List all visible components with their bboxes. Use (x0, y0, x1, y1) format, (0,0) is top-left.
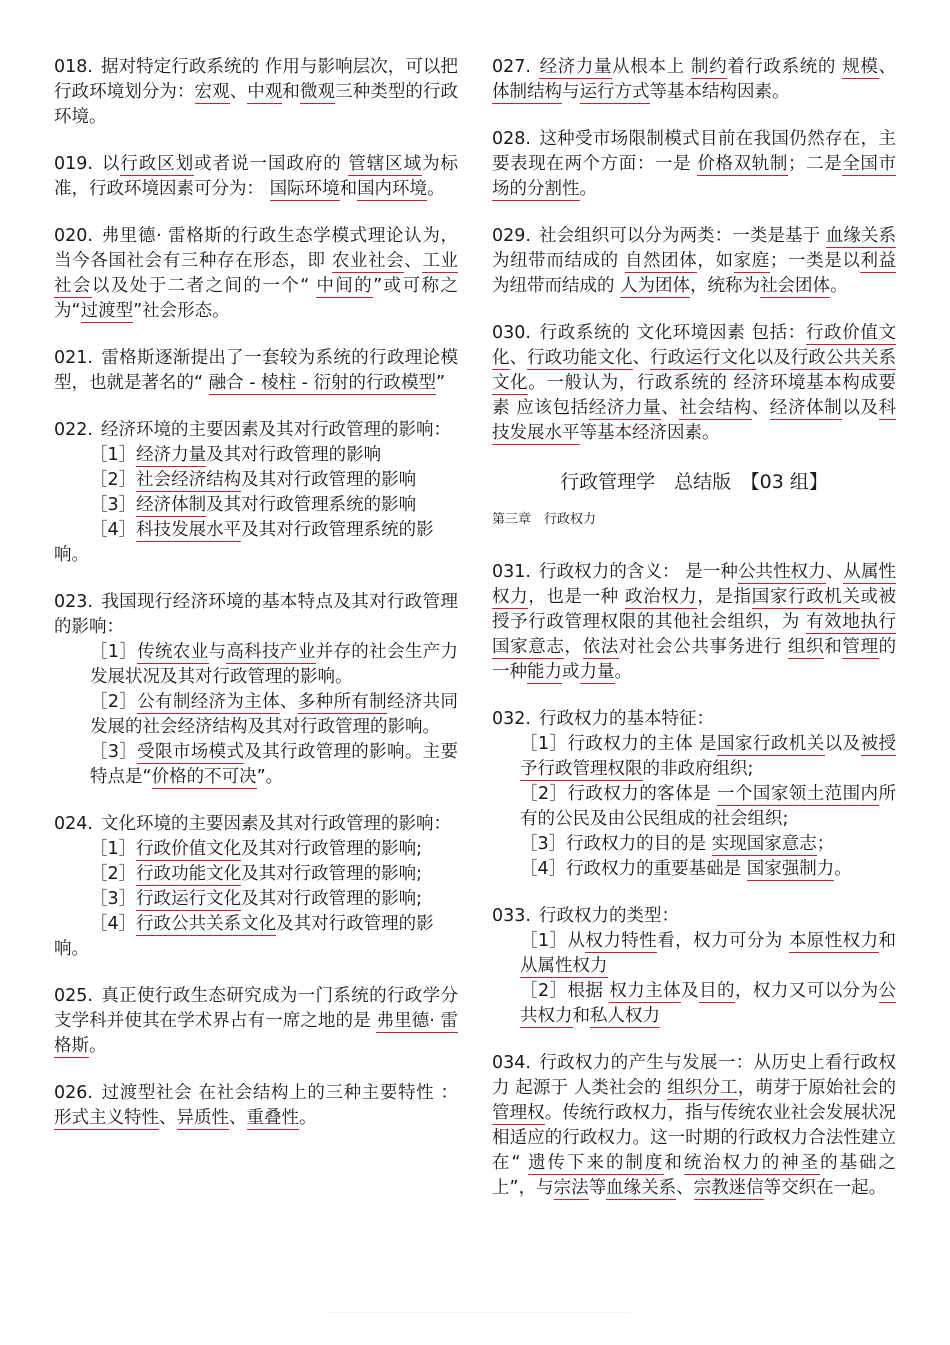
keyword-answer: 行政价值文化 (492, 323, 897, 368)
keyword-answer: 国家强制力 (746, 859, 835, 879)
question-text: 、 (229, 1108, 247, 1128)
entry-e029 (492, 224, 896, 299)
keyword-answer: 异质性 (176, 1108, 229, 1128)
question-text: ；一类是以 (769, 251, 861, 271)
keyword-answer: 形式主义特性 (54, 1108, 159, 1128)
question-text: ，权力又可以分为 (734, 981, 879, 1001)
keyword-answer: 遗传下来的制度 (528, 1153, 665, 1173)
entry-number: 024. (54, 814, 93, 834)
right-column (492, 55, 896, 1223)
keyword-answer: 行政区划 (120, 154, 195, 174)
question-text: 和 (572, 1006, 590, 1026)
entry-number: 034. (492, 1053, 531, 1073)
question-text: 的一种 (492, 637, 897, 682)
keyword-answer: 力量 (579, 662, 615, 682)
question-text: 从 (567, 931, 586, 951)
keyword-answer: 经济力量 (538, 57, 613, 77)
keyword-answer: 宗教迷信 (693, 1178, 764, 1198)
question-text: 着行政系统的 (727, 57, 843, 77)
question-text: 真正使行政生态研究成为一门系统的行政学分支学科并使其在学术界占有一席之地的是 (54, 986, 458, 1031)
sub-item-label: ［2］ (90, 692, 138, 712)
entry-e030 (492, 321, 896, 446)
sub-item (90, 862, 458, 887)
question-text: 行政权力的产生与发展一：从历史上看行政权力 起源于 人类社会的 (492, 1053, 896, 1098)
keyword-answer: 宗法 (553, 1178, 589, 1198)
question-text: ，萌芽于原始社会的 (737, 1078, 896, 1098)
keyword-answer: 经济体制 (769, 398, 843, 418)
question-text: 。 (579, 179, 597, 199)
question-text: 、 (279, 692, 298, 712)
entry-e019 (54, 152, 458, 202)
question-text: 或者说一国政府的 (194, 154, 349, 174)
keyword-answer: 自然团体 (624, 251, 698, 271)
keyword-answer: 能力 (527, 662, 562, 682)
entry-e022 (54, 418, 458, 568)
entry-number: 031. (492, 562, 531, 582)
entry-e028 (492, 127, 896, 202)
question-text: 行政权力的基本特征： (538, 709, 714, 729)
question-text: 行政权力的客体是 (567, 784, 718, 804)
question-text: 的非政府组织; (642, 759, 754, 779)
keyword-answer: 行政功能文化 (136, 864, 242, 884)
keyword-answer: 全国市场的分割性 (492, 154, 897, 199)
keyword-answer: 组织分工 (667, 1078, 738, 1098)
keyword-answer: 高科技产业 (226, 642, 316, 662)
question-text: 为纽带而结成的 (492, 251, 625, 271)
entry-e023 (54, 590, 458, 790)
entry-e020 (54, 224, 458, 324)
question-text: 以 (100, 154, 121, 174)
keyword-answer: 血缘关系 (825, 226, 897, 246)
keyword-answer: 融合 - 棱柱 - 衍射的行政模型 (208, 373, 437, 393)
keyword-answer: 政治权力 (624, 587, 698, 607)
entry-number: 026. (54, 1083, 93, 1103)
question-text: 以及 (824, 734, 861, 754)
question-text: 的基础之上”，与 (492, 1153, 897, 1198)
sub-item (520, 782, 896, 832)
keyword-answer: 价格双轨制 (697, 154, 788, 174)
question-text: 。一般认为，行政系统的 经济环境基本构成要素 应该包括 (492, 373, 897, 418)
entry-number: 027. (492, 57, 531, 77)
question-text: 以及 (755, 348, 791, 368)
keyword-answer: 体制结构 (492, 82, 562, 102)
keyword-answer: 组织 (787, 637, 825, 657)
sub-item-label: ［2］ (90, 470, 137, 490)
question-text: 所有的公民及由公民组成的社会组织; (520, 784, 896, 829)
keyword-answer: 行政运行文化 (136, 889, 242, 909)
sub-item-label: ［4］ (520, 859, 567, 879)
question-text: 据对特定行政系统的 作用与影响层次，可以把行政环境划分为： (54, 57, 458, 102)
sub-item-label: ［2］ (520, 981, 568, 1001)
keyword-answer: 从属性权力 (520, 956, 608, 976)
sub-item (90, 740, 458, 790)
question-text: 以及处于二者之间的一个“ (91, 276, 317, 296)
question-text: ”或可称之为“ (54, 276, 458, 321)
keyword-answer: 农业社会 (331, 251, 405, 271)
question-text: 。 (299, 1108, 317, 1128)
keyword-answer: 科技发展水平 (492, 398, 897, 443)
question-text: 、 (661, 398, 680, 418)
sub-item-label: ［2］ (520, 784, 568, 804)
question-text: 以及 (842, 398, 879, 418)
question-text: 行政权力的重要基础是 (566, 859, 747, 879)
keyword-answer: 过渡型 (80, 301, 134, 321)
question-text: 、 (751, 398, 770, 418)
entry-e027 (492, 55, 896, 105)
question-text: 行政系统的 文化环境因素 包括： (538, 323, 806, 343)
sub-item-label: ［1］ (520, 931, 568, 951)
sub-item (520, 832, 896, 857)
question-text: 及其对行政管理的影 (276, 914, 434, 934)
sub-item-label: ［2］ (90, 864, 137, 884)
question-text: 及 (681, 981, 700, 1001)
entry-number: 021. (54, 348, 93, 368)
keyword-answer: 经济力量 (588, 398, 662, 418)
question-text: 这种受市场限制模式目前在我国仍然存在，主要表现在两个方面：一是 (492, 129, 896, 174)
keyword-answer: 弗里德· 雷格斯 (54, 1011, 458, 1056)
keyword-answer: 目的 (699, 981, 735, 1001)
sub-item-label: ［1］ (90, 445, 137, 465)
question-text: 。传统行政权力，指与传统农业社会发展状况相适应的行政权力。这一时期的行政权力合法性建立在“ (492, 1103, 897, 1173)
entry-number: 030. (492, 323, 531, 343)
question-text: 或被授予行政管理权限的其他社会组织，为 (492, 587, 897, 632)
question-text: ， (564, 637, 583, 657)
question-text: 、 (825, 562, 844, 582)
sub-item (520, 857, 896, 882)
question-text: 对社会公共事务进行 (618, 637, 788, 657)
entry-number: 029. (492, 226, 531, 246)
sub-item-continuation: 响。 (54, 939, 89, 959)
keyword-answer: 国家行政机关 (717, 734, 825, 754)
keyword-answer: 从属性权力 (492, 562, 897, 607)
keyword-answer: 受限市场模式 (137, 742, 245, 762)
entry-e021 (54, 346, 458, 396)
question-text: 经济共同发展的社会经济结构及其对行政管理的影响。 (90, 692, 459, 737)
keyword-answer: 经济体制 (136, 495, 207, 515)
entry-e026 (54, 1081, 458, 1131)
question-text: 看，权力可分为 (657, 931, 789, 951)
keyword-answer: 工业社会 (54, 251, 459, 296)
question-text: 或 (562, 662, 580, 682)
keyword-answer: 科技发展水平 (136, 520, 242, 540)
keyword-answer: 权力特性 (585, 931, 658, 951)
keyword-answer: 有效地执行国家意志 (492, 612, 897, 657)
left-column (54, 55, 458, 1153)
question-text: 行政权力的主体 是 (567, 734, 718, 754)
keyword-answer: 多种所有制 (297, 692, 387, 712)
keyword-answer: 规模 (842, 57, 879, 77)
question-text: ”。 (256, 767, 284, 787)
keyword-answer: 管理权 (492, 1103, 545, 1123)
keyword-answer: 家庭 (733, 251, 770, 271)
question-text: ” (436, 373, 446, 393)
question-text: 及其对行政管理的影响; (241, 889, 423, 909)
question-text: 、 (878, 57, 897, 77)
keyword-answer: 权力主体 (609, 981, 682, 1001)
question-text: 、 (632, 348, 651, 368)
question-text: 为纽带而结成的 (492, 276, 621, 296)
question-text: 等 (588, 1178, 607, 1198)
entry-number: 033. (492, 906, 531, 926)
question-text: 行政权力的目的是 (566, 834, 712, 854)
question-text: 、 (159, 1108, 177, 1128)
keyword-answer: 行政价值文化 (136, 839, 242, 859)
chapter-heading: 第三章 行政权力 (492, 512, 597, 527)
question-text: 雷格斯逐渐提出了一套较为系统的行政理论模型，也就是著名的“ (54, 348, 458, 393)
sub-item-label: ［3］ (90, 495, 137, 515)
entry-number: 023. (54, 592, 93, 612)
entry-number: 032. (492, 709, 531, 729)
question-text: 及其对行政管理系统的影 (241, 520, 434, 540)
question-text: ； (816, 834, 835, 854)
question-text: 。 (89, 1036, 107, 1056)
keyword-answer: 管辖区域 (348, 154, 423, 174)
question-text: 及其对行政管理的影响; (241, 839, 423, 859)
question-text: 和 (878, 931, 897, 951)
keyword-answer: 人为团体 (620, 276, 691, 296)
question-text: 、 (509, 348, 528, 368)
question-text: 等交织在一起。 (763, 1178, 887, 1198)
keyword-answer: 国际环境 (269, 179, 340, 199)
entry-number: 022. (54, 420, 93, 440)
sub-item-label: ［3］ (520, 834, 567, 854)
entry-e024 (54, 812, 458, 962)
sub-item (90, 443, 458, 468)
footer-divider (330, 1312, 630, 1315)
question-text: 根据 (567, 981, 610, 1001)
question-text: 和 (282, 82, 300, 102)
keyword-answer: 依法 (582, 637, 619, 657)
question-text: 文化环境的主要因素及其对行政管理的影响： (100, 814, 451, 834)
keyword-answer: 行政公共关系文化 (492, 348, 897, 393)
keyword-answer: 经济力量 (136, 445, 207, 465)
keyword-answer: 被授予行政管理权限 (520, 734, 897, 779)
sub-item (90, 690, 458, 740)
sub-item (90, 468, 458, 493)
keyword-answer: 本原性权力 (788, 931, 879, 951)
keyword-answer: 实现国家意志 (711, 834, 817, 854)
question-text: 。 (614, 662, 632, 682)
keyword-answer: 利益 (860, 251, 897, 271)
question-text: 过渡型社会 在社会结构上的三种主要特性 ： (100, 1083, 458, 1103)
question-text: 三种类型的行政环境。 (54, 82, 459, 127)
entry-number: 025. (54, 986, 93, 1006)
sub-item-label: ［1］ (90, 642, 138, 662)
entry-e034 (492, 1051, 896, 1201)
question-text: 行政权力的类型： (538, 906, 679, 926)
sub-item-label: ［1］ (90, 839, 137, 859)
keyword-answer: 国家行政机关 (751, 587, 861, 607)
keyword-answer: 微观 (299, 82, 336, 102)
question-text: 、 (404, 251, 423, 271)
question-text: 从根本上 (612, 57, 691, 77)
entry-e032 (492, 707, 896, 882)
keyword-answer: 行政运行文化 (650, 348, 756, 368)
question-text: 、 (229, 82, 248, 102)
entry-e033 (492, 904, 896, 1029)
keyword-answer: 运行方式 (579, 82, 650, 102)
entry-e025 (54, 984, 458, 1059)
question-text: 。 (830, 276, 848, 296)
entry-number: 019. (54, 154, 93, 174)
sub-item-label: ［4］ (90, 520, 137, 540)
question-text: ，如 (697, 251, 734, 271)
keyword-answer: 公共权力 (520, 981, 897, 1026)
question-text: 和 (339, 179, 358, 199)
question-text: ；二是 (787, 154, 843, 174)
question-text: 及其行政管理的影响。主要特点是“ (90, 742, 459, 787)
keyword-answer: 一个国家领土范围内 (717, 784, 879, 804)
sub-item (90, 493, 458, 518)
keyword-answer: 重叠性 (246, 1108, 299, 1128)
question-text: 、 (676, 1178, 694, 1198)
question-text: 及其对行政管理系统的影响 (206, 495, 417, 515)
sub-item-label: ［3］ (90, 889, 137, 909)
question-text: 等基本经济因素。 (579, 423, 720, 443)
question-text: 社会组织可以分为两类：一类是基于 (538, 226, 826, 246)
sub-item (90, 837, 458, 862)
keyword-answer: 传统农业 (137, 642, 209, 662)
keyword-answer: 管理 (842, 637, 879, 657)
sub-item (520, 732, 896, 782)
question-text: 和 (824, 637, 843, 657)
question-text: 和 (664, 1153, 684, 1173)
keyword-answer: 血缘关系 (606, 1178, 677, 1198)
keyword-answer: 统治权力的神圣 (683, 1153, 821, 1173)
keyword-answer: 宏观 (194, 82, 230, 102)
keyword-answer: 中观 (247, 82, 283, 102)
sub-item (90, 912, 458, 937)
sub-item (90, 887, 458, 912)
question-text: ”社会形态。 (133, 301, 230, 321)
question-text: ，统称为 (690, 276, 761, 296)
question-text: 为标准，行政环境因素可分为： (54, 154, 459, 199)
sub-item (90, 518, 458, 543)
sub-item (520, 979, 896, 1029)
sub-item (90, 640, 458, 690)
question-text: 弗里德· 雷格斯的行政生态学模式理论认为，当今各国社会有三种存在形态，即 (54, 226, 458, 271)
question-text: 并存的社会生产力发展状况及其对行政管理的影响。 (90, 642, 459, 687)
keyword-answer: 行政公共关系文化 (136, 914, 277, 934)
question-text: 等基本结构因素。 (649, 82, 790, 102)
question-text: 及其对行政管理的影响; (241, 864, 423, 884)
question-text: 。 (427, 179, 445, 199)
keyword-answer: 社会团体 (760, 276, 831, 296)
question-text: ，也是一种 (528, 587, 625, 607)
question-text: 与 (208, 642, 227, 662)
section-title: 行政管理学 总结版 【03 组】 (560, 471, 828, 493)
question-text: 及其对行政管理的影响 (206, 445, 382, 465)
question-text: 与 (562, 82, 580, 102)
sub-item-continuation: 响。 (54, 545, 89, 565)
keyword-answer: 制约 (690, 57, 728, 77)
keyword-answer: 中间的 (316, 276, 374, 296)
sub-item-label: ［3］ (90, 742, 138, 762)
question-text: 。 (834, 859, 852, 879)
keyword-answer: 公有制经济为主体 (137, 692, 280, 712)
sub-item-label: ［4］ (90, 914, 137, 934)
question-text: ，是指 (697, 587, 752, 607)
question-text: 经济环境的主要因素及其对行政管理的影响： (100, 420, 451, 440)
keyword-answer: 社会经济结构 (136, 470, 242, 490)
entry-number: 020. (54, 226, 93, 246)
keyword-answer: 私人权力 (590, 1006, 660, 1026)
sub-item (520, 929, 896, 979)
question-text: 及其对行政管理的影响 (241, 470, 417, 490)
keyword-answer: 价格的不可决 (151, 767, 257, 787)
keyword-answer: 公共性权力 (737, 562, 826, 582)
sub-item-label: ［1］ (520, 734, 568, 754)
question-text: 行政权力的含义： 是一种 (538, 562, 738, 582)
keyword-answer: 社会结构 (679, 398, 752, 418)
keyword-answer: 国内环境 (357, 179, 428, 199)
entry-number: 018. (54, 57, 93, 77)
keyword-answer: 行政功能文化 (527, 348, 633, 368)
entry-number: 028. (492, 129, 531, 149)
question-text: 我国现行经济环境的基本特点及其对行政管理的影响： (54, 592, 458, 637)
entry-e018 (54, 55, 458, 130)
entry-e031 (492, 560, 896, 685)
